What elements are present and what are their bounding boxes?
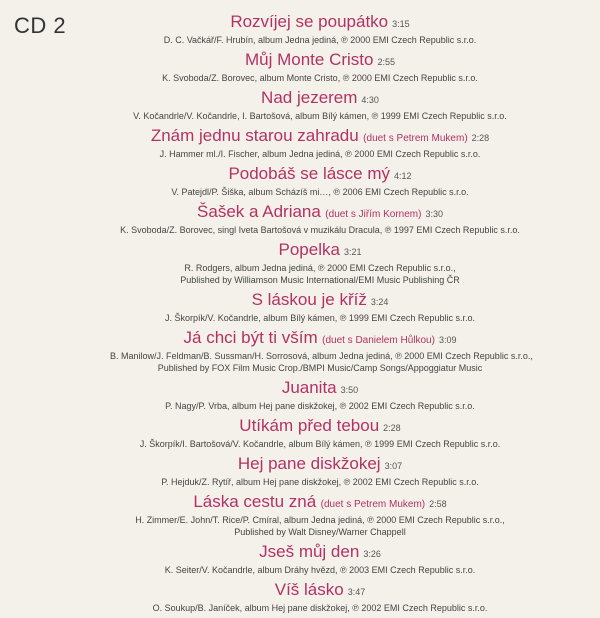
track-title-line bbox=[110, 492, 530, 514]
track-item bbox=[110, 328, 533, 374]
track-credit: K. Svoboda/Z. Borovec, singl Iveta Bartošová v muzikálu Dracula, ℗ 1997 EMI Czech Republic s.r.o. bbox=[120, 225, 520, 235]
track-duet-note: (duet s Petrem Mukem) bbox=[363, 133, 468, 144]
track-title-line bbox=[110, 12, 530, 34]
track-duration: 3:30 bbox=[425, 209, 443, 219]
track-title: Popelka bbox=[278, 240, 340, 259]
track-credit: K. Svoboda/Z. Borovec, album Monte Cristo, ℗ 2000 EMI Czech Republic s.r.o. bbox=[162, 73, 478, 83]
track-item bbox=[110, 240, 530, 286]
track-duration: 2:28 bbox=[383, 423, 401, 433]
track-title: Můj Monte Cristo bbox=[244, 50, 374, 69]
track-title-line bbox=[110, 328, 530, 350]
track-item bbox=[110, 290, 530, 324]
track-item bbox=[110, 88, 530, 122]
track-title-line bbox=[110, 290, 530, 312]
track-credit: D. C. Vačkář/F. Hrubín, album Jedna jediná, ℗ 2000 EMI Czech Republic s.r.o. bbox=[163, 35, 477, 45]
track-credit: V. Patejdl/P. Šiška, album Scházíš mi…, ℗ 2006 EMI Czech Republic s.r.o. bbox=[171, 187, 469, 197]
track-credit: H. Zimmer/E. John/T. Rice/P. Cmíral, album Jedna jediná, ℗ 2000 EMI Czech Republic s.r.o., bbox=[135, 515, 505, 525]
track-title: Hej pane diskžokej bbox=[237, 454, 381, 473]
track-title-line bbox=[110, 88, 530, 110]
track-title-line bbox=[110, 580, 530, 602]
track-credit: R. Rodgers, album Jedna jediná, ℗ 2000 EMI Czech Republic s.r.o., bbox=[184, 263, 456, 273]
track-title: Jseš můj den bbox=[259, 542, 360, 561]
track-item bbox=[110, 580, 530, 614]
track-title: Utíkám před tebou bbox=[239, 416, 380, 435]
track-duration: 2:55 bbox=[377, 57, 395, 67]
track-credit: J. Hammer ml./I. Fischer, album Jedna jediná, ℗ 2000 EMI Czech Republic s.r.o. bbox=[159, 149, 481, 159]
track-title-line bbox=[110, 542, 530, 564]
track-title-line bbox=[110, 454, 530, 476]
track-duet-note: (duet s Jiřím Kornem) bbox=[325, 209, 422, 220]
track-item bbox=[110, 126, 530, 160]
track-duration: 3:07 bbox=[384, 461, 403, 471]
track-duration: 2:58 bbox=[429, 499, 447, 509]
track-title: Podobáš se lásce mý bbox=[228, 164, 391, 183]
track-title: S láskou je kříž bbox=[251, 290, 367, 309]
track-title-line bbox=[110, 164, 530, 186]
track-credit: J. Škorpík/V. Kočandrle, album Bílý kámen, ℗ 1999 EMI Czech Republic s.r.o. bbox=[165, 313, 475, 323]
track-credit: O. Soukup/B. Janíček, album Hej pane diskžokej, ℗ 2002 EMI Czech Republic s.r.o. bbox=[152, 603, 488, 613]
track-item bbox=[110, 50, 530, 84]
track-title: Juanita bbox=[281, 378, 337, 397]
track-item bbox=[110, 378, 530, 412]
track-credit: V. Kočandrle/V. Kočandrle, I. Bartošová, album Bílý kámen, ℗ 1999 EMI Czech Republic s.r.o. bbox=[133, 111, 507, 121]
track-title-line bbox=[110, 416, 530, 438]
track-item bbox=[110, 164, 530, 198]
track-duration: 3:26 bbox=[363, 549, 381, 559]
track-duet-note: (duet s Danielem Hůlkou) bbox=[322, 335, 435, 346]
track-title: Nad jezerem bbox=[261, 88, 358, 107]
track-duration: 3:47 bbox=[347, 587, 366, 597]
track-credit: Published by Walt Disney/Warner Chappell bbox=[234, 527, 406, 537]
track-credit: P. Nagy/P. Vrba, album Hej pane diskžokej, ℗ 2002 EMI Czech Republic s.r.o. bbox=[165, 401, 475, 411]
track-title: Šašek a Adriana bbox=[197, 202, 321, 221]
track-duration: 3:15 bbox=[392, 19, 410, 29]
track-item bbox=[110, 12, 530, 46]
track-title: Znám jednu starou zahradu bbox=[150, 126, 359, 145]
track-credit: Published by Williamson Music International/EMI Music Publishing ČR bbox=[180, 275, 460, 285]
track-credit: Published by FOX Film Music Crop./BMPI Music/Camp Songs/Appoggiatur Music bbox=[157, 363, 483, 373]
track-title: Já chci být ti vším bbox=[183, 328, 318, 347]
track-credit: K. Seiter/V. Kočandrle, album Dráhy hvězd, ℗ 2003 EMI Czech Republic s.r.o. bbox=[164, 565, 476, 575]
track-duration: 4:30 bbox=[361, 95, 379, 105]
track-duration: 4:12 bbox=[394, 171, 412, 181]
track-item bbox=[110, 492, 530, 538]
track-title-line bbox=[110, 126, 530, 148]
track-duration: 2:28 bbox=[471, 133, 490, 143]
track-duration: 3:24 bbox=[370, 297, 389, 307]
track-duration: 3:50 bbox=[340, 385, 359, 395]
track-credit: P. Hejduk/Z. Rytíř, album Hej pane diskžokej, ℗ 2002 EMI Czech Republic s.r.o. bbox=[161, 477, 479, 487]
track-list bbox=[110, 12, 533, 618]
track-title: Láska cestu zná bbox=[193, 492, 317, 511]
track-credit: B. Manilow/J. Feldman/B. Sussman/H. Sorrosová, album Jedna jediná, ℗ 2000 EMI Czech Republic s.r.o., bbox=[110, 351, 533, 361]
track-item bbox=[110, 416, 530, 450]
track-title-line bbox=[110, 378, 530, 400]
track-item bbox=[110, 202, 530, 236]
track-title-line bbox=[110, 50, 530, 72]
track-title: Rozvíjej se poupátko bbox=[230, 12, 389, 31]
track-duet-note: (duet s Petrem Mukem) bbox=[320, 499, 426, 510]
track-credit: J. Škorpík/I. Bartošová/V. Kočandrle, album Bílý kámen, ℗ 1999 EMI Czech Republic s.r.o. bbox=[139, 439, 501, 449]
track-duration: 3:09 bbox=[438, 335, 457, 345]
track-item bbox=[110, 542, 530, 576]
disc-label: CD 2 bbox=[14, 13, 67, 38]
track-title-line bbox=[110, 202, 530, 224]
track-duration: 3:21 bbox=[343, 247, 362, 257]
track-title: Víš lásko bbox=[274, 580, 344, 599]
track-title-line bbox=[110, 240, 530, 262]
track-item bbox=[110, 454, 530, 488]
